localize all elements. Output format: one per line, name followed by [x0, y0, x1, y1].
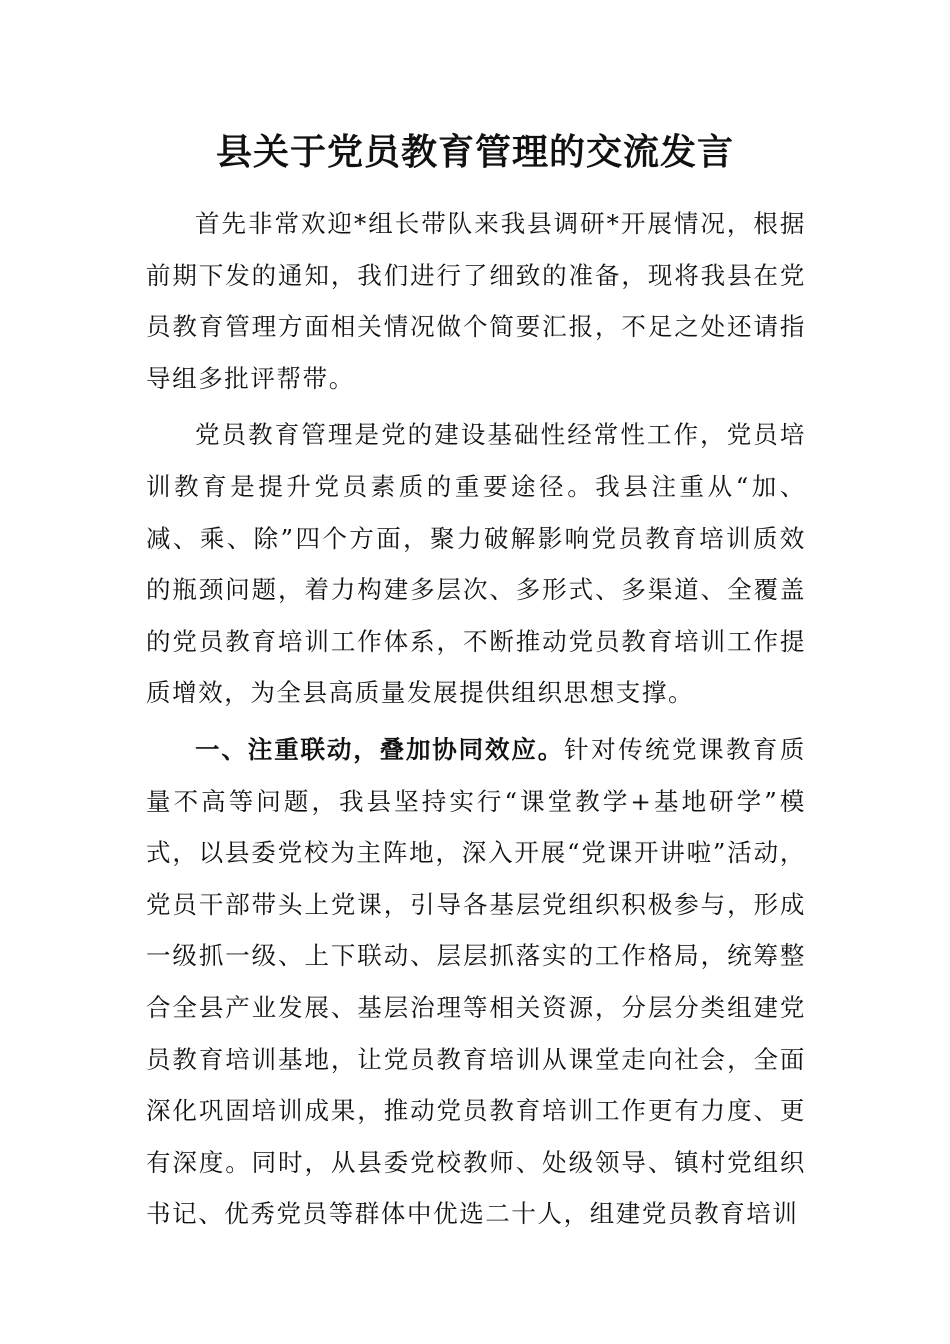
paragraph-overview: [146, 409, 806, 719]
document-body: [146, 198, 806, 1245]
paragraph-intro: [146, 198, 806, 404]
paragraph-text: 针对传统党课教育质量不高等问题，我县坚持实行“课堂教学+基地研学”模式，以县委党校为主阵地，深入开展“党课开讲啦”活动，党员干部带头上党课，引导各基层党组织积极参与，形成一级抓一级、上下联动、层层抓落实的工作格局，统筹整合全县产业发展、基层治理等相关资源，分层分类组建党员教育培训基地，让党员教育培训从课堂走向社会，全面深化巩固培训成果，推动党员教育培训工作更有力度、更有深度。同时，从县委党校教师、处级领导、镇村党组织书记、优秀党员等群体中优选二十人，组建党员教育培训: [146, 734, 806, 1229]
section-heading: 一、注重联动，叠加协同效应。: [195, 734, 565, 764]
paragraph-text: 党员教育管理是党的建设基础性经常性工作，党员培训教育是提升党员素质的重要途径。我县注重从“加、减、乘、除”四个方面，聚力破解影响党员教育培训质效的瓶颈问题，着力构建多层次、多形式、多渠道、全覆盖的党员教育培训工作体系，不断推动党员教育培训工作提质增效，为全县高质量发展提供组织思想支撑。: [146, 420, 806, 708]
paragraph-text: 首先非常欢迎*组长带队来我县调研*开展情况，根据前期下发的通知，我们进行了细致的准备，现将我县在党员教育管理方面相关情况做个简要汇报，不足之处还请指导组多批评帮带。: [146, 209, 806, 393]
paragraph-section-one: [146, 724, 806, 1240]
document-title: 县关于党员教育管理的交流发言: [215, 131, 734, 173]
